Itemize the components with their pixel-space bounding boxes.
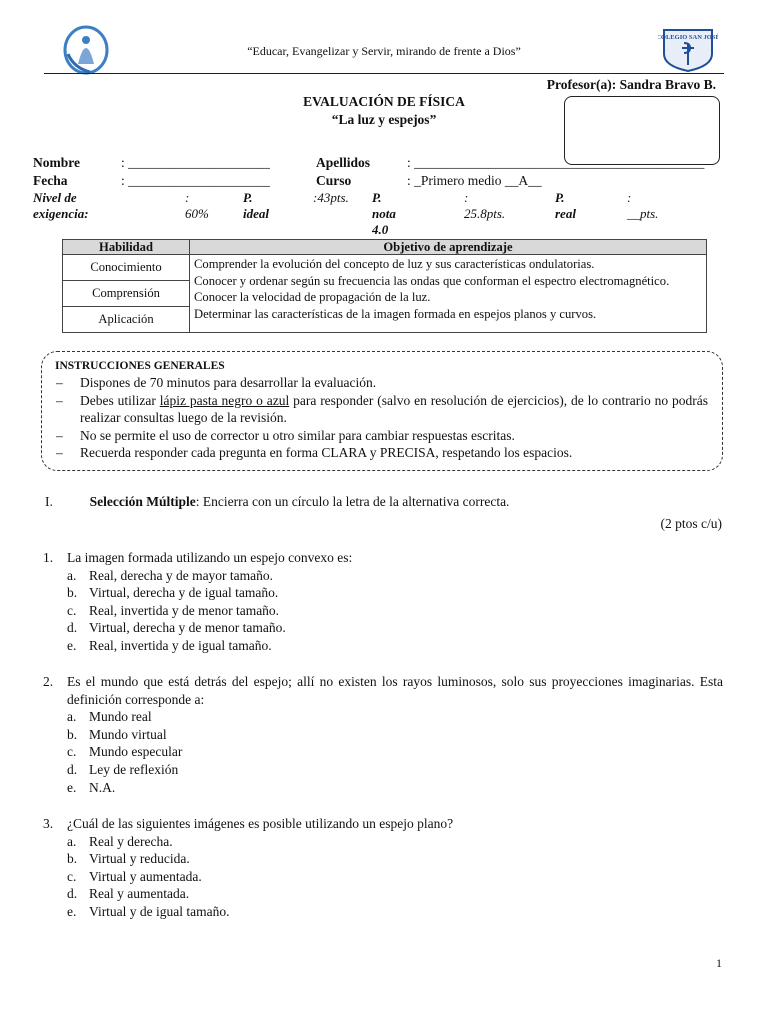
instruction-item: – No se permite el uso de corrector u otro similar para cambiar respuestas escritas. (56, 427, 515, 443)
skill-cell: Comprensión (63, 281, 190, 307)
ideal-label: P. ideal (243, 190, 269, 221)
skill-cell: Aplicación (63, 307, 190, 333)
nombre-field[interactable]: : _____________________ (121, 155, 270, 170)
section-title: Selección Múltiple (89, 494, 196, 509)
instruction-item: – Recuerda responder cada pregunta en forma CLARA y PRECISA, respetando los espacios. (56, 445, 573, 461)
question-number: 1. (43, 550, 54, 565)
option-item[interactable]: a. Real, derecha y de mayor tamaño. (67, 567, 274, 583)
option-item[interactable]: e. Virtual y de igual tamaño. (67, 903, 230, 919)
option-item[interactable]: d. Real y aumentada. (67, 886, 190, 902)
exam-subtitle: “La luz y espejos” (331, 112, 437, 127)
option-item[interactable]: d. Ley de reflexión (67, 761, 179, 777)
header-rule (44, 73, 724, 74)
fecha-label: Fecha (33, 173, 68, 188)
instructions-title: INSTRUCCIONES GENERALES (55, 360, 225, 372)
fecha-field[interactable]: : _____________________ (121, 173, 270, 188)
option-item[interactable]: c. Mundo especular (67, 744, 183, 760)
option-item[interactable]: b. Virtual y reducida. (67, 851, 190, 867)
exigencia-label: Nivel de exigencia: (33, 190, 89, 221)
nota-label: P. nota 4.0 (372, 190, 396, 237)
option-item[interactable]: c. Virtual y aumentada. (67, 868, 202, 884)
question-text: La imagen formada utilizando un espejo convexo es: (67, 550, 353, 565)
option-item[interactable]: a. Mundo real (67, 709, 152, 725)
table-header-skill: Habilidad (63, 240, 190, 255)
real-value: : __pts. (627, 190, 659, 221)
apellidos-label: Apellidos (316, 155, 371, 170)
school-logo-right (658, 28, 718, 72)
objective-item: Conocer la velocidad de propagación de la luz. (194, 290, 431, 305)
question-text: ¿Cuál de las siguientes imágenes es posible utilizando un espejo plano? (67, 816, 454, 831)
section-points: (2 ptos c/u) (660, 516, 722, 531)
curso-field[interactable]: : _Primero medio __A__ (407, 173, 542, 188)
apellidos-field[interactable]: : ___________________________________________ (407, 155, 705, 170)
curso-label: Curso (316, 173, 352, 188)
instruction-item: – Debes utilizar lápiz pasta negro o azul para responder (salvo en resolución de ejercicios), de lo contrario no podrás realizar consultas luego de la revisión. (56, 392, 708, 426)
option-item[interactable]: e. N.A. (67, 779, 116, 795)
option-item[interactable]: d. Virtual, derecha y de menor tamaño. (67, 620, 286, 636)
instructions-list (56, 374, 708, 462)
question-3 (43, 815, 723, 921)
nota-value: : 25.8pts. (464, 190, 506, 221)
school-motto: “Educar, Evangelizar y Servir, mirando de frente a Dios” (247, 44, 521, 58)
option-item[interactable]: c. Real, invertida y de menor tamaño. (67, 602, 280, 618)
objective-item: Determinar las características de la imagen formada en espejos planos y curvos. (194, 306, 597, 321)
skill-cell: Conocimiento (63, 255, 190, 281)
question-number: 2. (43, 674, 54, 689)
option-item[interactable]: b. Virtual, derecha y de igual tamaño. (67, 585, 279, 601)
option-item[interactable]: e. Real, invertida y de igual tamaño. (67, 637, 272, 653)
pen-requirement: lápiz pasta negro o azul (159, 392, 290, 408)
teacher-name: Profesor(a): Sandra Bravo B. (546, 77, 716, 92)
question-number: 3. (43, 816, 54, 831)
question-text: Es el mundo que está detrás del espejo; allí no existen los rayos luminosos, solo sus proyecciones imaginarias. Esta definición corresponde a: (67, 674, 723, 707)
question-2 (43, 673, 723, 796)
section-heading (45, 494, 509, 510)
page-number: 1 (716, 956, 722, 970)
objective-item: Comprender la evolución del concepto de luz y sus características ondulatorias. (194, 257, 595, 271)
real-label: P. real (555, 190, 576, 221)
objective-item: Conocer y ordenar según su frecuencia las ondas que conforman el espectro electromagnético. (194, 273, 670, 288)
instruction-item: – Dispones de 70 minutos para desarrollar la evaluación. (56, 375, 377, 390)
option-item[interactable]: b. Mundo virtual (67, 726, 167, 742)
objectives-table (62, 239, 707, 333)
ideal-value: :43pts. (313, 190, 349, 205)
table-header-objective: Objetivo de aprendizaje (190, 240, 707, 255)
exam-title: EVALUACIÓN DE FÍSICA (303, 94, 465, 109)
section-number: I. (45, 494, 53, 509)
nombre-label: Nombre (33, 155, 80, 170)
logo-text: COLEGIO SAN JOSÉ (658, 34, 718, 41)
section-instruction: : Encierra con un círculo la letra de la alternativa correcta. (195, 494, 510, 509)
option-item[interactable]: a. Real y derecha. (67, 833, 173, 849)
objectives-cell (190, 255, 707, 333)
question-1 (43, 549, 723, 655)
exigencia-value: : 60% (185, 190, 209, 221)
